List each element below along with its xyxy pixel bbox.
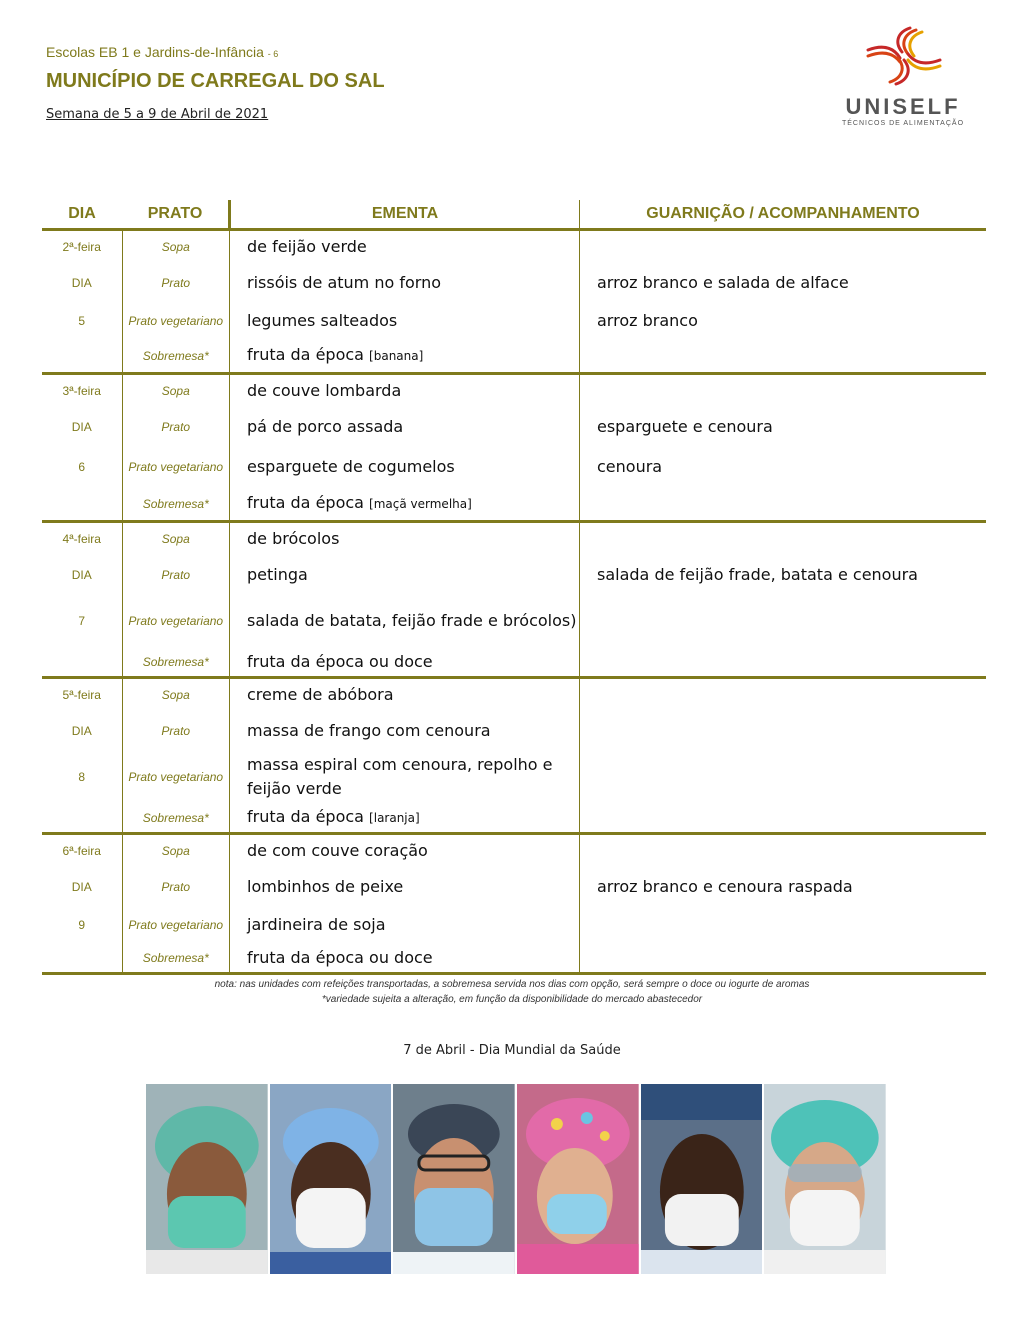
ementa-cell: [230, 230, 580, 264]
guarnicao-cell: [580, 488, 987, 522]
empty-cell: [42, 340, 122, 374]
ementa-text: massa de frango com cenoura: [247, 720, 491, 740]
health-day-caption: 7 de Abril - Dia Mundial da Saúde: [403, 1043, 621, 1058]
table-row: [42, 906, 986, 944]
table-row: [42, 678, 986, 712]
weekday-cell: 5ª-feira: [42, 678, 122, 712]
variety-note: *variedade sujeita a alteração, em função da disponibilidade do mercado abastecedor: [321, 994, 703, 1005]
empty-cell: [42, 648, 122, 678]
dish-type-cell: Sopa: [161, 844, 190, 859]
dish-type-cell: Sopa: [161, 532, 190, 547]
guarnicao-cell: arroz branco e salada de alface: [597, 273, 849, 292]
ementa-text: jardineira de soja: [247, 914, 386, 934]
dish-type-cell: Prato: [161, 567, 191, 582]
ementa-cell: [230, 712, 580, 750]
ementa-text: petinga: [247, 564, 308, 584]
ementa-cell: [230, 264, 580, 302]
table-row: [42, 868, 986, 906]
table-row: [42, 374, 986, 408]
ementa-text: legumes salteados: [247, 310, 398, 330]
ementa-text: salada de batata, feijão frade e brócolos): [247, 610, 577, 630]
col-prato: PRATO: [122, 200, 230, 230]
menu-header-row: [42, 200, 986, 230]
dish-type-cell: Sobremesa*: [122, 804, 230, 834]
dish-type-cell: Prato vegetariano: [128, 313, 224, 328]
ementa-cell: [230, 488, 580, 522]
ementa-cell: [230, 522, 580, 556]
worker-photo: [517, 1084, 641, 1274]
dish-type-cell: Sopa: [161, 688, 190, 703]
table-row: [42, 556, 986, 594]
col-ementa: EMENTA: [230, 200, 580, 230]
dish-type-cell: Sobremesa*: [122, 944, 230, 974]
dia-label-cell: DIA: [42, 868, 122, 906]
table-row: [42, 834, 986, 868]
table-row: [42, 750, 986, 804]
table-row: [42, 488, 986, 522]
uniself-logo: [828, 22, 978, 132]
table-row: [42, 712, 986, 750]
table-row: [42, 804, 986, 834]
guarnicao-cell: [580, 522, 987, 556]
ementa-cell: [230, 446, 580, 488]
ementa-text: rissóis de atum no forno: [247, 272, 441, 292]
table-row: [42, 944, 986, 974]
ementa-cell: [230, 868, 580, 906]
ementa-cell: [230, 944, 580, 974]
guarnicao-cell: [580, 834, 987, 868]
dia-label-cell: DIA: [42, 264, 122, 302]
weekday-cell: 3ª-feira: [42, 374, 122, 408]
uniself-emblem-icon: [828, 22, 978, 94]
transport-note: nota: nas unidades com refeições transportadas, a sobremesa servida nos dias com opção, será sempre o doce ou iogurte de aromas: [214, 979, 810, 990]
weekday-cell: 2ª-feira: [42, 230, 122, 264]
dish-type-cell: Prato: [161, 419, 191, 434]
day-number-cell: 8: [42, 750, 122, 804]
ementa-cell: [230, 302, 580, 340]
ementa-note: [banana]: [369, 349, 424, 364]
guarnicao-cell: [580, 678, 987, 712]
ementa-text: de couve lombarda: [247, 381, 402, 401]
ementa-cell: [230, 648, 580, 678]
guarnicao-cell: [580, 712, 987, 750]
ementa-cell: [230, 678, 580, 712]
dish-type-cell: Sobremesa*: [122, 488, 230, 522]
table-row: [42, 302, 986, 340]
day-number-cell: 7: [42, 594, 122, 648]
table-row: [42, 340, 986, 374]
col-guarnicao: GUARNIÇÃO / ACOMPANHAMENTO: [580, 200, 987, 230]
logo-wordmark: UNISELF: [845, 94, 961, 119]
week-label: Semana de 5 a 9 de Abril de 2021: [46, 107, 269, 122]
guarnicao-cell: arroz branco: [597, 311, 698, 330]
guarnicao-cell: salada de feijão frade, batata e cenoura: [597, 565, 918, 584]
table-row: [42, 446, 986, 488]
guarnicao-cell: [580, 944, 987, 974]
weekday-cell: 6ª-feira: [42, 834, 122, 868]
ementa-note: [maçã vermelha]: [369, 497, 472, 512]
table-row: [42, 408, 986, 446]
ementa-text: fruta da época: [247, 493, 364, 513]
ementa-note: [laranja]: [369, 811, 420, 826]
ementa-text: de brócolos: [247, 529, 340, 549]
menu-table: [42, 200, 986, 975]
ementa-cell: [230, 594, 580, 648]
ementa-text: fruta da época: [247, 345, 364, 365]
logo-tagline: TÉCNICOS DE ALIMENTAÇÃO: [841, 120, 965, 127]
ementa-cell: [230, 906, 580, 944]
health-workers-photo-strip: [146, 1084, 886, 1274]
dia-label-cell: DIA: [42, 408, 122, 446]
ementa-text: massa espiral com cenoura, repolho e feijão verde: [247, 754, 553, 798]
table-row: [42, 522, 986, 556]
ementa-cell: [230, 408, 580, 446]
day-number-cell: 9: [42, 906, 122, 944]
dish-type-cell: Prato vegetariano: [128, 917, 224, 932]
weekday-cell: 4ª-feira: [42, 522, 122, 556]
worker-photo: [393, 1084, 517, 1274]
dish-type-cell: Prato: [161, 879, 191, 894]
dish-type-cell: Prato: [161, 723, 191, 738]
ementa-cell: [230, 804, 580, 834]
guarnicao-cell: arroz branco e cenoura raspada: [597, 877, 853, 896]
empty-cell: [42, 488, 122, 522]
guarnicao-cell: [580, 594, 987, 648]
dish-type-cell: Prato vegetariano: [128, 613, 224, 628]
ementa-cell: [230, 340, 580, 374]
dia-label-cell: DIA: [42, 712, 122, 750]
guarnicao-cell: [580, 750, 987, 804]
dish-type-cell: Sopa: [161, 384, 190, 399]
dish-type-cell: Sobremesa*: [122, 648, 230, 678]
ementa-text: esparguete de cogumelos: [247, 456, 455, 476]
ementa-cell: [230, 834, 580, 868]
worker-photo: [764, 1084, 886, 1274]
dish-type-cell: Prato vegetariano: [128, 769, 224, 784]
worker-photo: [270, 1084, 394, 1274]
ementa-cell: [230, 374, 580, 408]
dish-type-cell: Prato vegetariano: [128, 459, 224, 474]
guarnicao-cell: [580, 340, 987, 374]
table-row: [42, 264, 986, 302]
dish-type-cell: Sopa: [161, 240, 190, 255]
ementa-text: pá de porco assada: [247, 416, 404, 436]
menu-body: [42, 230, 986, 974]
table-row: [42, 648, 986, 678]
guarnicao-cell: [580, 648, 987, 678]
empty-cell: [42, 804, 122, 834]
guarnicao-cell: cenoura: [597, 457, 663, 476]
guarnicao-cell: [580, 906, 987, 944]
ementa-text: de com couve coração: [247, 841, 428, 861]
dish-type-cell: Sobremesa*: [122, 340, 230, 374]
worker-photo: [641, 1084, 765, 1274]
worker-photo: [146, 1084, 270, 1274]
schools-label: Escolas EB 1 e Jardins-de-Infância - 6: [46, 44, 279, 60]
table-row: [42, 230, 986, 264]
ementa-cell: [230, 750, 580, 804]
guarnicao-cell: [580, 230, 987, 264]
ementa-cell: [230, 556, 580, 594]
ementa-text: lombinhos de peixe: [247, 876, 404, 896]
ementa-text: fruta da época: [247, 807, 364, 827]
col-dia: DIA: [42, 200, 122, 230]
ementa-text: fruta da época ou doce: [247, 651, 433, 671]
guarnicao-cell: esparguete e cenoura: [597, 417, 773, 436]
empty-cell: [42, 944, 122, 974]
day-number-cell: 5: [42, 302, 122, 340]
guarnicao-cell: [580, 374, 987, 408]
ementa-text: de feijão verde: [247, 237, 367, 257]
day-number-cell: 6: [42, 446, 122, 488]
dia-label-cell: DIA: [42, 556, 122, 594]
guarnicao-cell: [580, 804, 987, 834]
page-title: MUNICÍPIO DE CARREGAL DO SAL: [46, 70, 385, 92]
table-row: [42, 594, 986, 648]
ementa-text: fruta da época ou doce: [247, 947, 433, 967]
ementa-text: creme de abóbora: [247, 685, 394, 705]
dish-type-cell: Prato: [161, 275, 191, 290]
